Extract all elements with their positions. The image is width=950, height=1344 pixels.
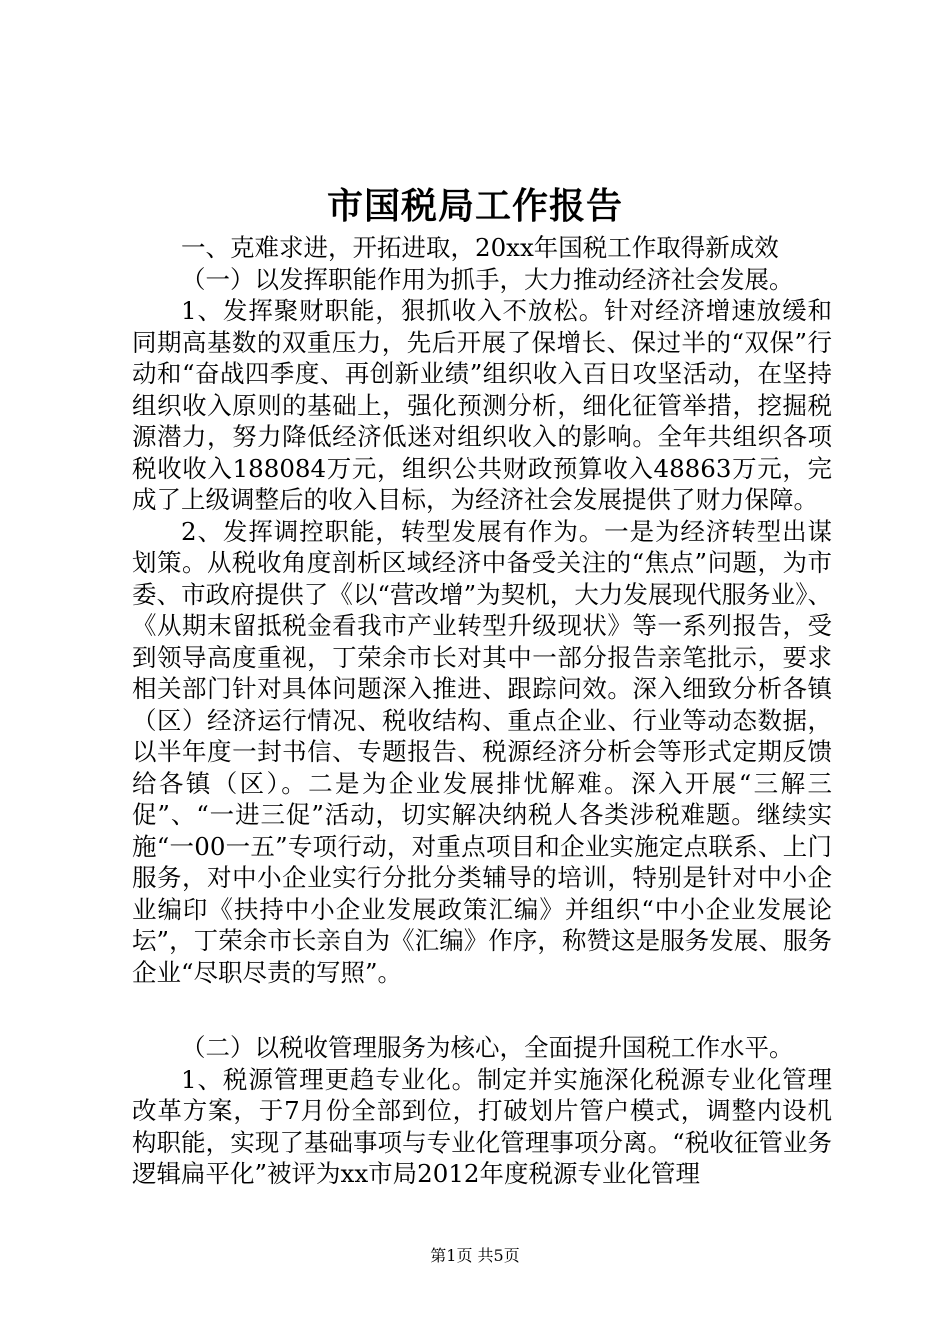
body-paragraph: 2、发挥调控职能，转型发展有作为。一是为经济转型出谋划策。从税收角度剖析区域经济中备受关注的“焦点”问题，为市委、市政府提供了《以“营改增”为契机，大力发展现代服务业》、《从期末留抵税金看我市产业转型升级现状》等一系列报告，受到领导高度重视，丁荣余市长对其中一部分报告亲笔批示，要求相关部门针对具体问题深入推进、跟踪问效。深入细致分析各镇（区）经济运行情况、税收结构、重点企业、行业等动态数据，以半年度一封书信、专题报告、税源经济分析会等形式定期反馈给各镇（区）。二是为企业发展排忧解难。深入开展“三解三促”、“一进三促”活动，切实解决纳税人各类涉税难题。继续实施“一00一五”专项行动，对重点项目和企业实施定点联系、上门服务，对中小企业实行分批分类辅导的培训，特别是针对中小企业编印《扶持中小企业发展政策汇编》并组织“中小企业发展论坛”，丁荣余市长亲自为《汇编》作序，称赞这是服务发展、服务企业“尽职尽责的写照”。 (132, 516, 832, 987)
document-body-part-2 (132, 1032, 832, 1190)
subsection-heading: （二）以税收管理服务为核心，全面提升国税工作水平。 (181, 1033, 794, 1062)
body-paragraph: 1、发挥聚财职能，狠抓收入不放松。针对经济增速放缓和同期高基数的双重压力，先后开展了保增长、保过半的“双保”行动和“奋战四季度、再创新业绩”组织收入百日攻坚活动，在坚持组织收入原则的基础上，强化预测分析，细化征管举措，挖掘税源潜力，努力降低经济低迷对组织收入的影响。全年共组织各项税收收入188084万元，组织公共财政预算收入48863万元，完成了上级调整后的收入目标，为经济社会发展提供了财力保障。 (132, 296, 832, 514)
document-body-part-1 (132, 232, 832, 988)
page-footer: 第1页 共5页 (430, 1246, 520, 1265)
document-title: 市国税局工作报告 (326, 185, 623, 227)
body-paragraph: 1、税源管理更趋专业化。制定并实施深化税源专业化管理改革方案，于7月份全部到位，打破划片管户模式，调整内设机构职能，实现了基础事项与专业化管理事项分离。“税收征管业务逻辑扁平化”被评为xx市局2012年度税源专业化管理 (132, 1064, 832, 1188)
subsection-heading: （一）以发挥职能作用为抓手，大力推动经济社会发展。 (181, 264, 794, 294)
section-heading: 一、克难求进，开拓进取，20xx年国税工作取得新成效 (181, 233, 779, 262)
